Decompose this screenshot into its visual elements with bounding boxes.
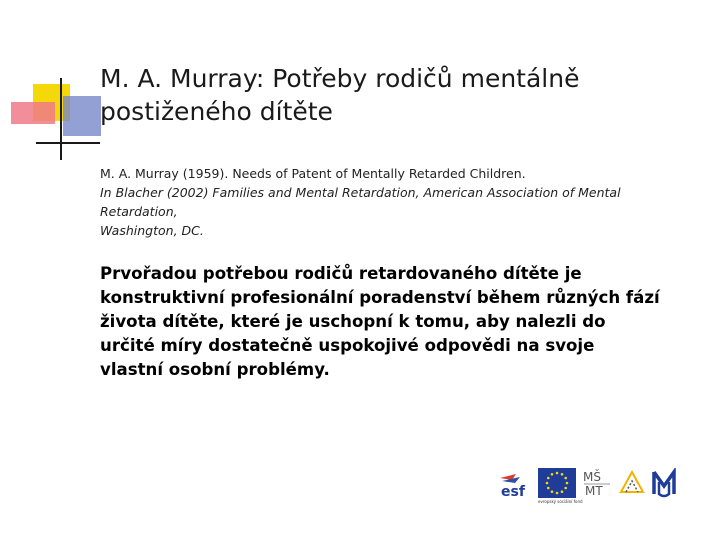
mu-logo bbox=[652, 468, 676, 498]
logo-bar bbox=[498, 466, 680, 504]
esf-logo bbox=[498, 468, 532, 498]
body-line: konstruktivní profesionální poradenství během různých fází bbox=[100, 288, 660, 307]
body-paragraph bbox=[100, 262, 700, 382]
source-reference bbox=[100, 183, 700, 240]
title-line-2: postiženého dítěte bbox=[100, 97, 333, 126]
msmt-logo-graphic bbox=[582, 468, 612, 498]
op-vk-logo-graphic bbox=[618, 468, 646, 498]
deco-blue-square bbox=[63, 96, 101, 136]
eu-caption: evropský sociální fond bbox=[538, 499, 583, 504]
body-line: života dítěte, které je uschopní k tomu, aby nalezli do bbox=[100, 312, 606, 331]
eu-flag-logo bbox=[538, 468, 583, 504]
title-line-1: M. A. Murray: Potřeby rodičů mentálně bbox=[100, 64, 580, 93]
eu-stars-icon bbox=[538, 468, 576, 498]
body-line: Prvořadou potřebou rodičů retardovaného dítěte je bbox=[100, 264, 582, 283]
body-line: určité míry dostatečně uspokojivé odpovědi na svoje bbox=[100, 336, 595, 355]
citation: M. A. Murray (1959). Needs of Patent of Mentally Retarded Children. bbox=[100, 166, 526, 181]
op-vk-logo bbox=[618, 468, 646, 498]
msmt-logo bbox=[582, 468, 612, 498]
svg-text:MT: MT bbox=[585, 484, 603, 498]
esf-logo-graphic bbox=[498, 468, 532, 498]
source-line-1: In Blacher (2002) Families and Mental Retardation, American Association of Mental Retardation, bbox=[100, 185, 621, 219]
slide-title bbox=[100, 62, 700, 128]
source-line-2: Washington, DC. bbox=[100, 223, 204, 238]
deco-red-bar bbox=[11, 102, 55, 124]
body-line: vlastní osobní problémy. bbox=[100, 360, 330, 379]
mu-logo-graphic bbox=[652, 468, 676, 498]
esf-logo-text: esf bbox=[501, 484, 525, 498]
svg-text:MŠ: MŠ bbox=[583, 470, 601, 484]
